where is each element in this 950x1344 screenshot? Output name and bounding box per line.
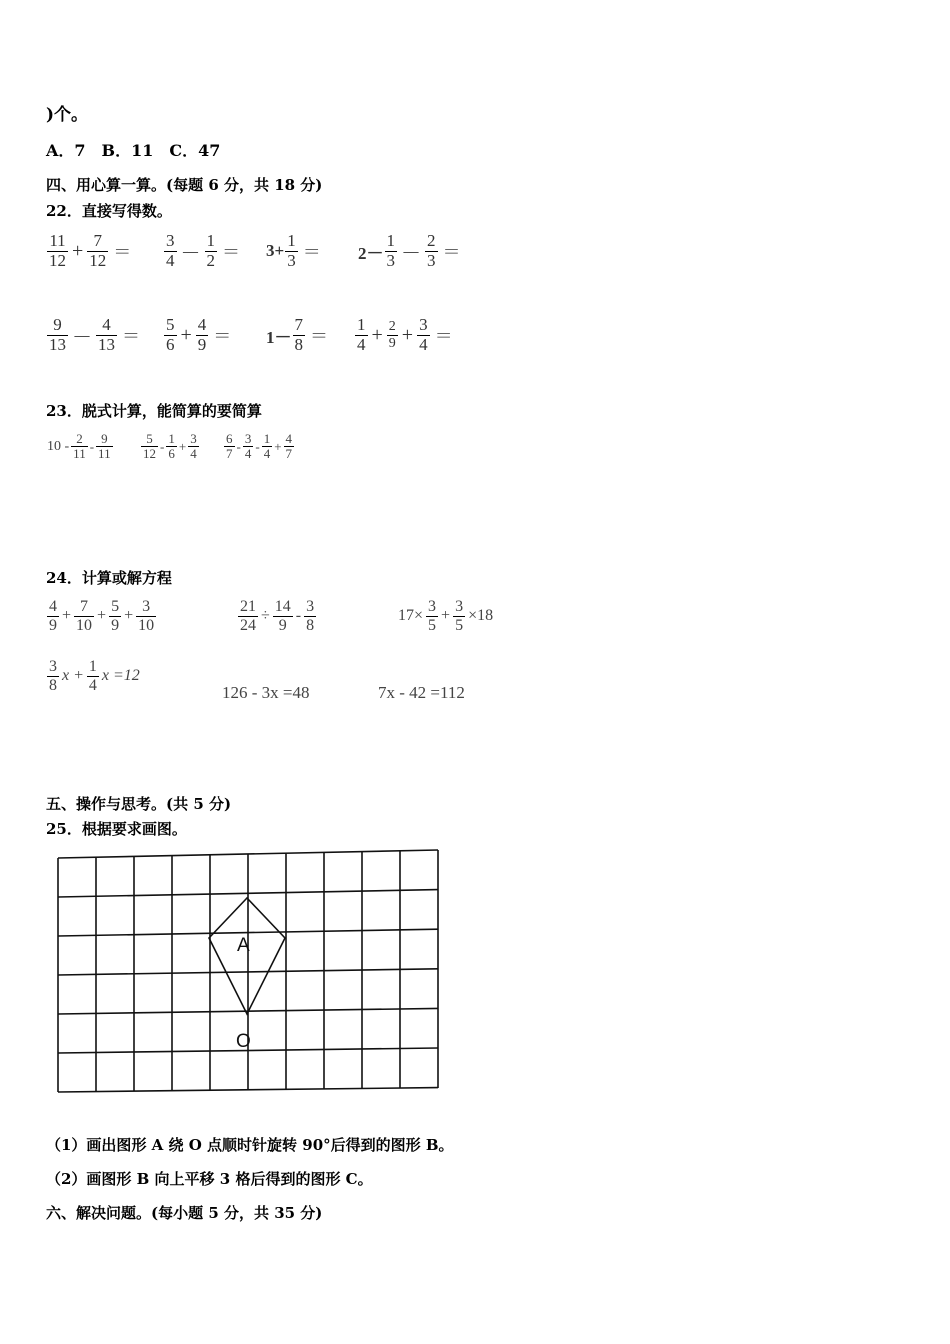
- fraction: $\frac{2}{9}$: [388, 319, 396, 351]
- q24-expr-5: 126 - 3x =48: [222, 683, 310, 702]
- fraction: $\frac{4}{13}$: [98, 315, 115, 354]
- fraction: $\frac{7}{12}$: [89, 231, 107, 270]
- q22-expr-8: $\frac{1}{4}$ + $\frac{2}{9}$ + $\frac{3}{4}$ ＝: [357, 315, 453, 354]
- fraction: $\frac{6}{7}$: [226, 431, 233, 462]
- q22-expr-7: 1－ $\frac{7}{8}$ ＝: [266, 315, 328, 354]
- q23-expr-3: $\frac{6}{7}$ - $\frac{3}{4}$ - $\frac{1}{4}$ + $\frac{4}{7}$: [226, 431, 293, 462]
- fraction: $\frac{7}{10}$: [76, 598, 93, 634]
- fraction: $\frac{1}{2}$: [206, 231, 215, 270]
- fraction: $\frac{5}{12}$: [143, 431, 156, 462]
- fraction: $\frac{3}{8}$: [306, 598, 315, 634]
- fraction: $\frac{5}{6}$: [166, 315, 175, 354]
- q22-expr-5: $\frac{9}{13}$ － $\frac{4}{13}$ ＝: [49, 315, 140, 354]
- q24-expr-3: 17× $\frac{3}{5}$ + $\frac{3}{5}$ ×18: [398, 598, 494, 634]
- fraction: $\frac{4}{9}$: [197, 315, 207, 354]
- fraction: $\frac{3}{4}$: [166, 231, 175, 270]
- q22-expr-4: 2－ $\frac{1}{3}$ － $\frac{2}{3}$ ＝: [358, 231, 461, 270]
- continuation-text: )个。: [46, 105, 89, 125]
- section-4-title: 四、用心算一算。(每题 6 分，共 18 分): [46, 176, 323, 194]
- fraction: $\frac{4}{7}$: [285, 431, 293, 462]
- grid-figure: [56, 848, 442, 1096]
- fraction: $\frac{11}{12}$: [49, 231, 66, 270]
- q24-expr-1: $\frac{4}{9}$ + $\frac{7}{10}$ + $\frac{5}{9}$ + $\frac{3}{10}$: [49, 598, 155, 634]
- q24-expr-4: $\frac{3}{8}$ x + $\frac{1}{4}$ x =12: [49, 658, 140, 694]
- fraction: $\frac{3}{5}$: [428, 598, 437, 634]
- fraction: $\frac{2}{3}$: [427, 231, 436, 270]
- fraction: $\frac{1}{3}$: [386, 231, 395, 270]
- q24-expr-6: 7x - 42 =112: [378, 683, 465, 702]
- fraction: $\frac{1}{3}$: [287, 231, 296, 270]
- grid-lines: [58, 850, 438, 1092]
- fraction: $\frac{1}{6}$: [168, 431, 175, 462]
- q22-expr-3: 3+ $\frac{1}{3}$ ＝: [266, 231, 321, 270]
- fraction: $\frac{3}{8}$: [49, 658, 57, 694]
- q24-expr-2: $\frac{21}{24}$ ÷ $\frac{14}{9}$ - $\frac{3}{8}$: [240, 598, 315, 634]
- q22-expr-1: $\frac{11}{12}$ + $\frac{7}{12}$ ＝: [49, 231, 132, 270]
- q23-expr-2: $\frac{5}{12}$ - $\frac{1}{6}$ + $\frac{3}{4}$: [143, 431, 197, 462]
- fraction: $\frac{3}{10}$: [138, 598, 155, 634]
- q24-label: 24．计算或解方程: [46, 569, 172, 587]
- q25-label: 25．根据要求画图。: [46, 820, 187, 838]
- shape-label-a: A: [237, 935, 250, 956]
- fraction: $\frac{1}{4}$: [357, 315, 366, 354]
- fraction: $\frac{4}{9}$: [49, 598, 57, 634]
- fraction: $\frac{3}{5}$: [455, 598, 464, 634]
- q22-expr-6: $\frac{5}{6}$ + $\frac{4}{9}$ ＝: [166, 315, 232, 354]
- q23-expr-1: 10 - $\frac{2}{11}$ - $\frac{9}{11}$: [47, 431, 111, 462]
- fraction: $\frac{14}{9}$: [274, 598, 291, 634]
- fraction: $\frac{1}{4}$: [263, 431, 271, 462]
- fraction: $\frac{3}{4}$: [419, 315, 428, 354]
- q23-label: 23．脱式计算，能简算的要简算: [46, 402, 262, 420]
- fraction: $\frac{5}{9}$: [111, 598, 120, 634]
- fraction: $\frac{2}{11}$: [73, 431, 86, 462]
- answer-options: A．7 B．11 C．47: [46, 141, 221, 160]
- fraction: $\frac{3}{4}$: [244, 431, 252, 462]
- q22-label: 22．直接写得数。: [46, 202, 172, 220]
- kite-shape-a: [209, 898, 285, 1014]
- section-6-title: 六、解决问题。(每小题 5 分，共 35 分): [46, 1204, 323, 1222]
- fraction: $\frac{9}{11}$: [98, 431, 111, 462]
- fraction: $\frac{9}{13}$: [49, 315, 66, 354]
- point-label-o: O: [236, 1031, 251, 1052]
- q25-task-2: （2）画图形 B 向上平移 3 格后得到的图形 C。: [46, 1170, 373, 1188]
- fraction: $\frac{7}{8}$: [294, 315, 303, 354]
- q25-task-1: （1）画出图形 A 绕 O 点顺时针旋转 90°后得到的图形 B。: [46, 1136, 454, 1154]
- section-5-title: 五、操作与思考。(共 5 分): [46, 795, 232, 813]
- fraction: $\frac{21}{24}$: [240, 598, 256, 634]
- q22-expr-2: $\frac{3}{4}$ － $\frac{1}{2}$ ＝: [166, 231, 240, 270]
- fraction: $\frac{1}{4}$: [88, 658, 97, 694]
- fraction: $\frac{3}{4}$: [190, 431, 197, 462]
